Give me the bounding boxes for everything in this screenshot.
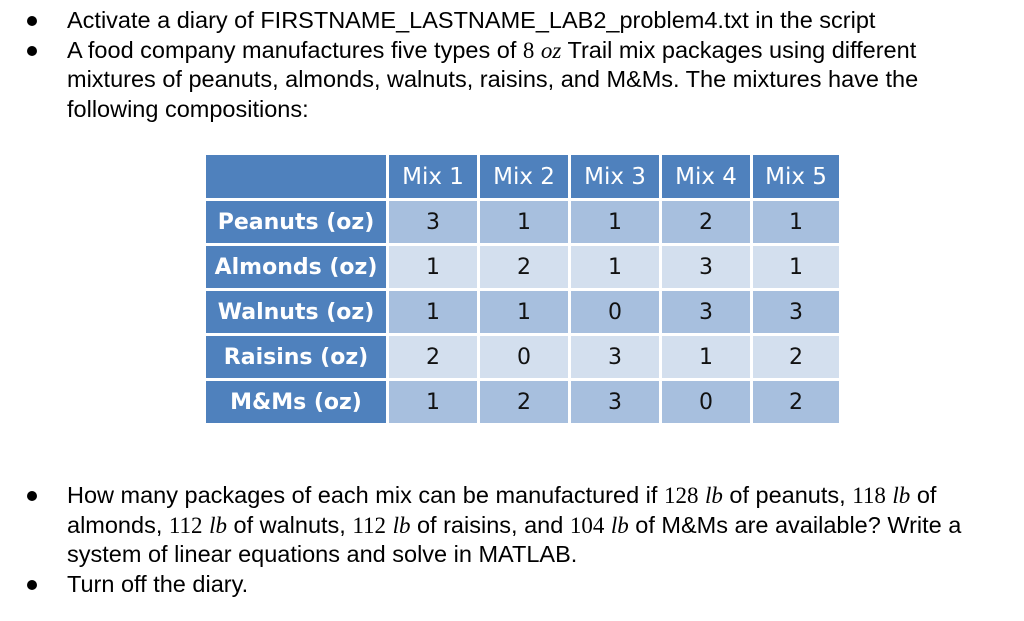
question-bullet-list	[0, 481, 1024, 599]
table-cell: 3	[571, 381, 659, 423]
math-number: 8	[522, 37, 535, 63]
bullet-item-turn-off-diary	[0, 570, 1024, 600]
row-header: Raisins (oz)	[206, 336, 386, 378]
table-cell: 1	[389, 381, 477, 423]
table-cell: 3	[662, 246, 750, 288]
question-text: of walnuts,	[226, 511, 353, 538]
math-unit: oz	[540, 37, 562, 63]
math-unit: lb	[704, 483, 723, 508]
table-corner-cell	[206, 155, 386, 198]
table-cell: 3	[753, 291, 839, 333]
column-header: Mix 3	[571, 155, 659, 198]
table-cell: 2	[753, 381, 839, 423]
bullet-dot-icon	[27, 580, 37, 590]
question-text: How many packages of each mix can be manufactured if	[67, 482, 664, 508]
math-unit: lb	[209, 512, 227, 538]
table-cell: 1	[753, 201, 839, 243]
question-text: of raisins, and	[410, 511, 570, 538]
column-header: Mix 5	[753, 155, 839, 198]
bullet-dot-icon	[27, 46, 37, 56]
table-row	[206, 201, 839, 243]
table-cell: 1	[480, 291, 568, 333]
intro-bullet-list	[0, 6, 1024, 124]
table-cell: 3	[389, 201, 477, 243]
table-cell: 1	[389, 291, 477, 333]
table-row	[206, 336, 839, 378]
row-header: Peanuts (oz)	[206, 201, 386, 243]
table-cell: 1	[571, 201, 659, 243]
bullet-text: Turn off the diary.	[67, 570, 249, 597]
mix-composition-table	[203, 152, 842, 426]
question-text: of M&Ms are available? Write a system of linear equations and solve in MATLAB.	[67, 511, 962, 567]
table-cell: 2	[480, 381, 568, 423]
table-cell: 1	[571, 246, 659, 288]
table-cell: 2	[753, 336, 839, 378]
table-cell: 0	[571, 291, 659, 333]
math-number: 104	[569, 512, 605, 538]
math-unit: lb	[610, 512, 629, 538]
column-header: Mix 2	[480, 155, 568, 198]
bullet-text-part: A food company manufactures five types of	[67, 36, 523, 63]
table-cell: 0	[480, 336, 568, 378]
question-text: of almonds,	[67, 482, 937, 538]
table-header-row	[206, 155, 839, 198]
column-header: Mix 1	[389, 155, 477, 198]
row-header: Almonds (oz)	[206, 246, 386, 288]
table-row	[206, 246, 839, 288]
math-unit: lb	[892, 483, 911, 508]
math-number: 112	[352, 512, 387, 538]
question-text: of peanuts,	[722, 482, 853, 508]
table-cell: 1	[389, 246, 477, 288]
table-cell: 2	[389, 336, 477, 378]
table-cell: 2	[662, 201, 750, 243]
bullet-item-question	[0, 481, 1024, 570]
table-cell: 2	[480, 246, 568, 288]
table-cell: 3	[571, 336, 659, 378]
table-cell: 1	[480, 201, 568, 243]
table-row	[206, 381, 839, 423]
math-number: 128	[663, 483, 699, 508]
table-cell: 1	[662, 336, 750, 378]
bullet-text: Activate a diary of FIRSTNAME_LASTNAME_LAB2_problem4.txt in the script	[67, 7, 876, 33]
bullet-dot-icon	[27, 16, 37, 26]
table-cell: 1	[753, 246, 839, 288]
row-header: Walnuts (oz)	[206, 291, 386, 333]
math-unit: lb	[392, 512, 411, 538]
table-cell: 3	[662, 291, 750, 333]
math-number: 118	[852, 483, 886, 508]
math-number: 112	[168, 512, 203, 538]
table-cell: 0	[662, 381, 750, 423]
bullet-item-activate-diary	[0, 6, 1024, 36]
table-row	[206, 291, 839, 333]
bullet-item-problem-description	[0, 36, 1024, 125]
row-header: M&Ms (oz)	[206, 381, 386, 423]
column-header: Mix 4	[662, 155, 750, 198]
bullet-dot-icon	[27, 491, 37, 501]
bullet-text-part: Trail mix packages using different mixtures of peanuts, almonds, walnuts, raisins, and M&Ms. The mixtures have the following compositions:	[67, 36, 919, 122]
